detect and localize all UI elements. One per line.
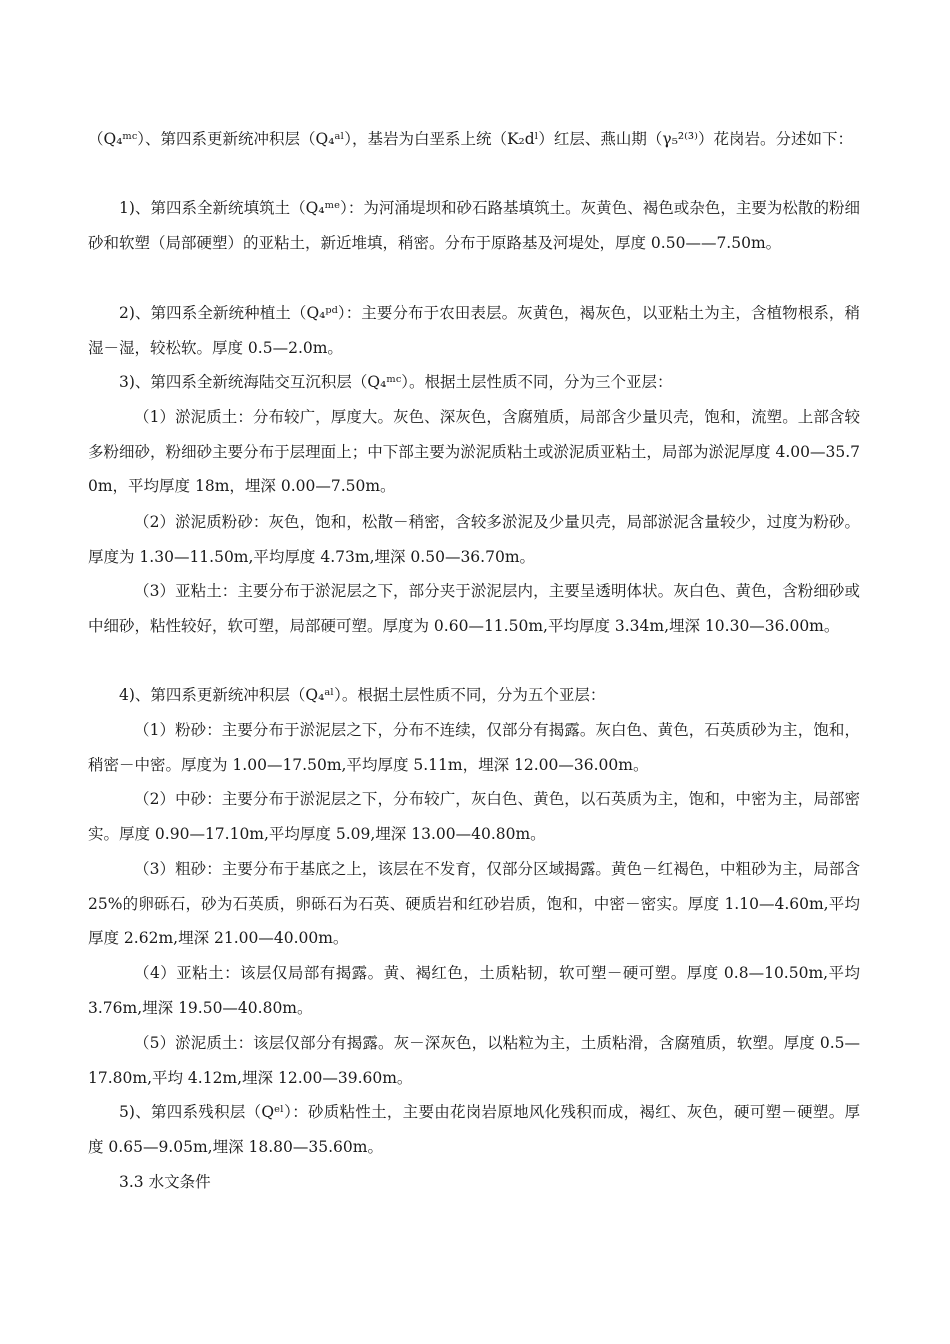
paragraph-sublayer-clay: （3）亚粘土：主要分布于淤泥层之下，部分夹于淤泥层内，主要呈透明体状。灰白色、黄色，含粉细砂或中细砂，粘性较好，软可塑，局部硬可塑。厚度为 0.60—11.50m,平均厚度 3.34m,埋深 10.30—36.00m。 [88, 582, 860, 635]
paragraph-sublayer-medium-sand: （2）中砂：主要分布于淤泥层之下，分布较广，灰白色、黄色，以石英质为主，饱和，中密为主，局部密实。厚度 0.90—17.10m,平均厚度 5.09,埋深 13.00—40.80m。 [88, 790, 860, 843]
section-heading-hydrology: 3.3 水文条件 [119, 1173, 211, 1191]
paragraph-sublayer-sub-clay: （4）亚粘土：该层仅局部有揭露。黄、褐红色，土质粘韧，软可塑－硬可塑。厚度 0.8—10.50m,平均 3.76m,埋深 19.50—40.80m。 [88, 964, 860, 1017]
paragraph-fill-soil: 1)、第四系全新统填筑土（Q₄ᵐᵉ）：为河涌堤坝和砂石路基填筑土。灰黄色、褐色或杂色，主要为松散的粉细砂和软塑（局部硬塑）的亚粘土，新近堆填，稍密。分布于原路基及河堤处，厚度 0.50——7.50m。 [88, 199, 860, 252]
paragraph-sublayer-silty-sand: （2）淤泥质粉砂：灰色，饱和，松散－稍密，含较多淤泥及少量贝壳，局部淤泥含量较少，过度为粉砂。厚度为 1.30—11.50m,平均厚度 4.73m,埋深 0.50—36.70m。 [88, 513, 860, 566]
paragraph-alluvial-layer: 4)、第四系更新统冲积层（Q₄ᵃˡ）。根据土层性质不同，分为五个亚层： [119, 686, 606, 704]
paragraph-sublayer-coarse-sand: （3）粗砂：主要分布于基底之上，该层在不发育，仅部分区域揭露。黄色－红褐色，中粗砂为主，局部含 25%的卵砾石，砂为石英质，卵砾石为石英、硬质岩和红砂岩质，饱和，中密－密实。厚度 1.10—4.60m,平均厚度 2.62m,埋深 21.00—40.00m。 [88, 860, 860, 947]
paragraph-sublayer-fine-sand: （1）粉砂：主要分布于淤泥层之下，分布不连续，仅部分有揭露。灰白色、黄色，石英质砂为主，饱和，稍密－中密。厚度为 1.00—17.50m,平均厚度 5.11m，埋深 12.00—36.00m。 [88, 721, 860, 774]
paragraph-residual-layer: 5)、第四系残积层（Qᵉˡ）：砂质粘性土，主要由花岗岩原地风化残积而成，褐红、灰色，硬可塑－硬塑。厚度 0.65—9.05m,埋深 18.80—35.60m。 [88, 1103, 860, 1156]
paragraph-intro: （Q₄ᵐᶜ）、第四系更新统冲积层（Q₄ᵃˡ），基岩为白垩系上统（K₂dˡ）红层、燕山期（γ₅²⁽³⁾）花岗岩。分述如下： [88, 130, 853, 148]
paragraph-sublayer-silty-soil: （1）淤泥质土：分布较广，厚度大。灰色、深灰色，含腐殖质，局部含少量贝壳，饱和，流塑。上部含较多粉细砂，粉细砂主要分布于层理面上；中下部主要为淤泥质粘土或淤泥质亚粘土，局部为淤泥厚度 4.00—35.70m，平均厚度 18m，埋深 0.00—7.50m。 [88, 408, 860, 495]
paragraph-planting-soil: 2)、第四系全新统种植土（Q₄ᵖᵈ）：主要分布于农田表层。灰黄色，褐灰色，以亚粘土为主，含植物根系，稍湿－湿，较松软。厚度 0.5—2.0m。 [88, 304, 860, 357]
paragraph-sublayer-muddy-soil: （5）淤泥质土：该层仅部分有揭露。灰－深灰色，以粘粒为主，土质粘滑，含腐殖质，软塑。厚度 0.5—17.80m,平均 4.12m,埋深 12.00—39.60m。 [88, 1034, 860, 1087]
paragraph-marine-deposit: 3)、第四系全新统海陆交互沉积层（Q₄ᵐᶜ）。根据土层性质不同，分为三个亚层： [119, 373, 673, 391]
